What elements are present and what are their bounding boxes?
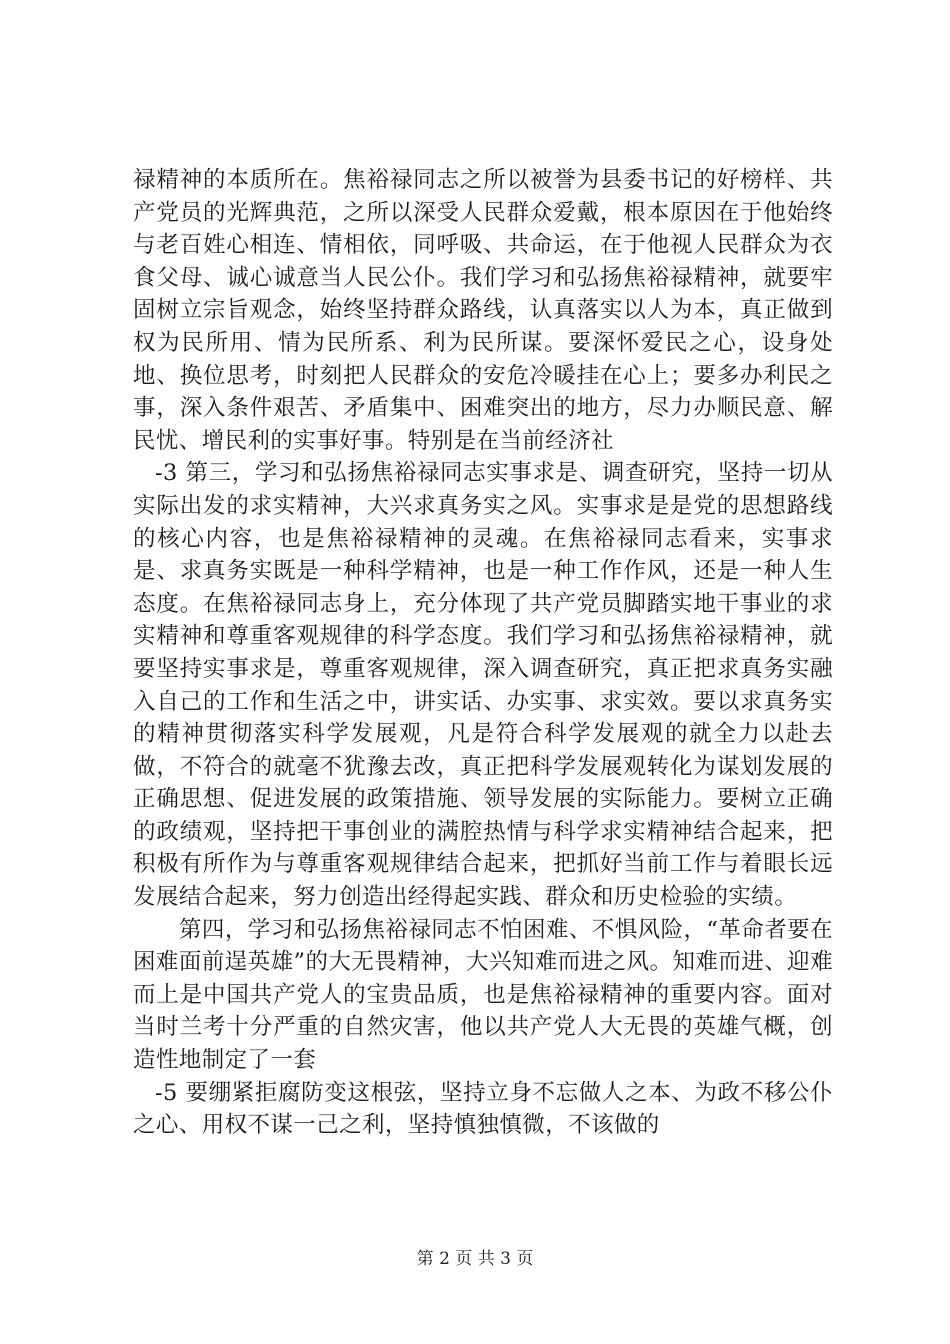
paragraph-4: -5 要绷紧拒腐防变这根弦，坚持立身不忘做人之本、为政不移公仆之心、用权不谋一己之利，坚持慎独慎微，不该做的 xyxy=(133,1079,833,1139)
paragraph-2: -3 第三，学习和弘扬焦裕禄同志实事求是、调查研究，坚持一切从实际出发的求实精神，大兴求真务实之风。实事求是是党的思想路线的核心内容，也是焦裕禄精神的灵魂。在焦裕禄同志看来，实事求是、求真务实既是一种科学精神，也是一种工作作风，还是一种人生态度。在焦裕禄同志身上，充分体现了共产党员脚踏实地干事业的求实精神和尊重客观规律的科学态度。我们学习和弘扬焦裕禄精神，就要坚持实事求是，尊重客观规律，深入调查研究，真正把求真务实融入自己的工作和生活之中，讲实话、办实事、求实效。要以求真务实的精神贯彻落实科学发展观，凡是符合科学发展观的就全力以赴去做，不符合的就毫不犹豫去改，真正把科学发展观转化为谋划发展的正确思想、促进发展的政策措施、领导发展的实际能力。要树立正确的政绩观，坚持把干事创业的满腔热情与科学求实精神结合起来，把积极有所作为与尊重客观规律结合起来，把抓好当前工作与着眼长远发展结合起来，努力创造出经得起实践、群众和历史检验的实绩。 xyxy=(133,460,833,911)
paragraph-1: 禄精神的本质所在。焦裕禄同志之所以被誉为县委书记的好榜样、共产党员的光辉典范，之所以深受人民群众爱戴，根本原因在于他始终与老百姓心相连、情相依，同呼吸、共命运，在于他视人民群众为衣食父母、诚心诚意当人民公仆。我们学习和弘扬焦裕禄精神，就要牢固树立宗旨观念，始终坚持群众路线，认真落实以人为本，真正做到权为民所用、情为民所系、利为民所谋。要深怀爱民之心，设身处地、换位思考，时刻把人民群众的安危冷暖挂在心上；要多办利民之事，深入条件艰苦、矛盾集中、困难突出的地方，尽力办顺民意、解民忧、增民利的实事好事。特别是在当前经济社 xyxy=(133,167,833,454)
paragraph-3: 第四，学习和弘扬焦裕禄同志不怕困难、不惧风险，“革命者要在困难面前逞英雄”的大无畏精神，大兴知难而进之风。知难而进、迎难而上是中国共产党人的宝贵品质，也是焦裕禄精神的重要内容。面对当时兰考十分严重的自然灾害，他以共产党人大无畏的英雄气概，创造性地制定了一套 xyxy=(133,916,833,1074)
page-footer: 第 2 页 共 3 页 xyxy=(416,1249,534,1269)
body-text xyxy=(133,164,833,1142)
